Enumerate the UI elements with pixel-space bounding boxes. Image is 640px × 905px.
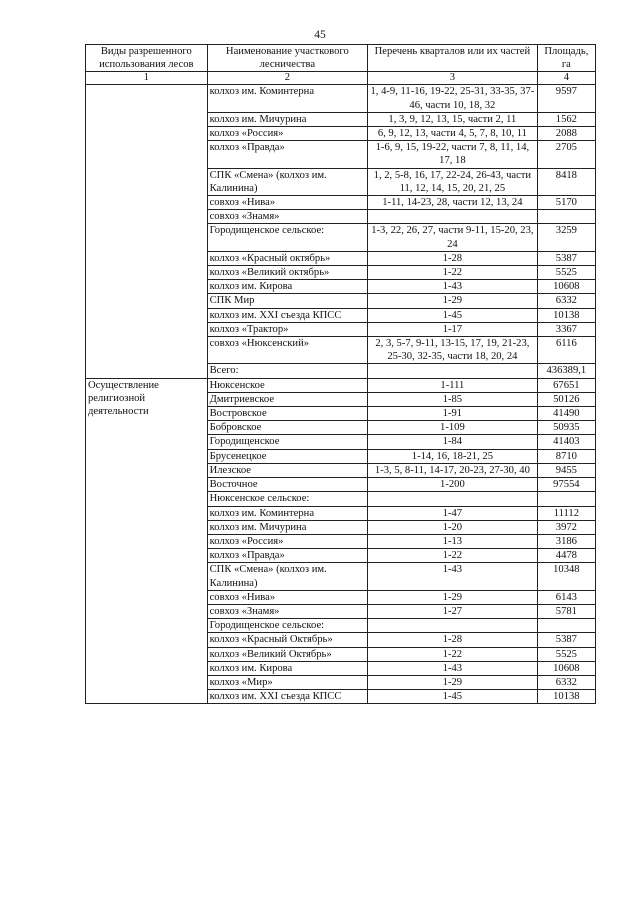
quarters-cell: 1-3, 22, 26, 27, части 9-11, 15-20, 23, 24 (368, 224, 538, 251)
forestry-name-cell: колхоз им. XXI съезда КПСС (207, 690, 367, 704)
forestry-name-cell: совхоз «Нива» (207, 590, 367, 604)
area-cell: 5525 (537, 266, 595, 280)
area-cell: 10608 (537, 661, 595, 675)
quarters-cell: 1-84 (368, 435, 538, 449)
quarters-cell: 1-29 (368, 675, 538, 689)
quarters-cell: 1-28 (368, 251, 538, 265)
forestry-name-cell: СПК Мир (207, 294, 367, 308)
forestry-name-cell: Брусенецкое (207, 449, 367, 463)
quarters-cell: 2, 3, 5-7, 9-11, 13-15, 17, 19, 21-23, 25-30, 32-35, части 18, 20, 24 (368, 337, 538, 364)
area-cell: 5781 (537, 604, 595, 618)
forestry-name-cell: Бобровское (207, 421, 367, 435)
quarters-cell: 1-13 (368, 534, 538, 548)
area-cell: 5170 (537, 196, 595, 210)
table-row (86, 85, 596, 112)
forestry-name-cell: совхоз «Нюксенский» (207, 337, 367, 364)
area-cell: 2088 (537, 127, 595, 141)
page-number: 45 (314, 29, 326, 41)
area-cell: 5525 (537, 647, 595, 661)
quarters-cell: 1-109 (368, 421, 538, 435)
forestry-name-cell: колхоз «Красный октябрь» (207, 251, 367, 265)
quarters-cell: 1-45 (368, 308, 538, 322)
forestry-name-cell: колхоз «Мир» (207, 675, 367, 689)
area-cell: 3186 (537, 534, 595, 548)
area-cell (537, 210, 595, 224)
area-cell: 67651 (537, 378, 595, 392)
forestry-name-cell: Дмитриевское (207, 392, 367, 406)
quarters-cell (368, 492, 538, 506)
quarters-cell: 1-27 (368, 604, 538, 618)
forestry-name-cell: колхоз «Великий октябрь» (207, 266, 367, 280)
forestry-name-cell: Восточное (207, 478, 367, 492)
area-cell: 6332 (537, 294, 595, 308)
forest-use-table (85, 44, 596, 704)
quarters-cell (368, 210, 538, 224)
area-cell: 41403 (537, 435, 595, 449)
area-cell: 2705 (537, 141, 595, 168)
forestry-name-cell: Илезское (207, 463, 367, 477)
quarters-cell: 1-20 (368, 520, 538, 534)
forestry-name-cell: колхоз «Россия» (207, 534, 367, 548)
area-cell: 11112 (537, 506, 595, 520)
forestry-name-cell: совхоз «Знамя» (207, 604, 367, 618)
forestry-name-cell: колхоз им. XXI съезда КПСС (207, 308, 367, 322)
area-cell: 10608 (537, 280, 595, 294)
use-type-cell (86, 85, 208, 378)
quarters-cell (368, 364, 538, 378)
forestry-name-cell: СПК «Смена» (колхоз им. Калинина) (207, 168, 367, 195)
quarters-cell: 1-111 (368, 378, 538, 392)
forestry-name-cell: Всего: (207, 364, 367, 378)
quarters-cell: 1-91 (368, 407, 538, 421)
forestry-name-cell: колхоз «Красный Октябрь» (207, 633, 367, 647)
area-cell: 10138 (537, 690, 595, 704)
quarters-cell: 1-3, 5, 8-11, 14-17, 20-23, 27-30, 40 (368, 463, 538, 477)
quarters-cell: 1-29 (368, 294, 538, 308)
forestry-name-cell: Востровское (207, 407, 367, 421)
quarters-cell: 1-85 (368, 392, 538, 406)
forestry-name-cell: Городищенское сельское: (207, 224, 367, 251)
quarters-cell: 1-200 (368, 478, 538, 492)
area-cell: 10138 (537, 308, 595, 322)
quarters-cell: 1-43 (368, 280, 538, 294)
forestry-name-cell: колхоз им. Коминтерна (207, 85, 367, 112)
header-use-type: Виды разрешенного использования лесов (86, 45, 208, 72)
forestry-name-cell: колхоз «Правда» (207, 141, 367, 168)
forestry-name-cell: СПК «Смена» (колхоз им. Калинина) (207, 563, 367, 590)
area-cell: 50935 (537, 421, 595, 435)
forestry-name-cell: Нюксенское (207, 378, 367, 392)
forestry-name-cell: колхоз им. Мичурина (207, 112, 367, 126)
area-cell: 6116 (537, 337, 595, 364)
header-area: Площадь, га (537, 45, 595, 72)
forestry-name-cell: колхоз «Россия» (207, 127, 367, 141)
forestry-name-cell: Городищенское (207, 435, 367, 449)
quarters-cell: 1-28 (368, 633, 538, 647)
quarters-cell: 1-43 (368, 661, 538, 675)
forestry-name-cell: колхоз «Правда» (207, 549, 367, 563)
area-cell: 41490 (537, 407, 595, 421)
column-number-row (86, 72, 596, 85)
quarters-cell: 1-22 (368, 647, 538, 661)
area-cell: 4478 (537, 549, 595, 563)
quarters-cell (368, 619, 538, 633)
table-row (86, 378, 596, 392)
area-cell: 9597 (537, 85, 595, 112)
quarters-cell: 1-29 (368, 590, 538, 604)
column-number: 2 (207, 72, 367, 85)
area-cell: 6143 (537, 590, 595, 604)
area-cell: 436389,1 (537, 364, 595, 378)
forestry-name-cell: колхоз «Великий Октябрь» (207, 647, 367, 661)
column-number: 3 (368, 72, 538, 85)
forestry-name-cell: колхоз им. Мичурина (207, 520, 367, 534)
quarters-cell: 1, 2, 5-8, 16, 17, 22-24, 26-43, части 11, 12, 14, 15, 20, 21, 25 (368, 168, 538, 195)
quarters-cell: 1-22 (368, 549, 538, 563)
forestry-name-cell: колхоз им. Кирова (207, 661, 367, 675)
forestry-name-cell: Городищенское сельское: (207, 619, 367, 633)
area-cell: 10348 (537, 563, 595, 590)
quarters-cell: 1-11, 14-23, 28, части 12, 13, 24 (368, 196, 538, 210)
forestry-name-cell: колхоз им. Кирова (207, 280, 367, 294)
quarters-cell: 1-43 (368, 563, 538, 590)
area-cell: 8710 (537, 449, 595, 463)
area-cell (537, 492, 595, 506)
quarters-cell: 1-14, 16, 18-21, 25 (368, 449, 538, 463)
area-cell: 1562 (537, 112, 595, 126)
area-cell: 8418 (537, 168, 595, 195)
quarters-cell: 1, 4-9, 11-16, 19-22, 25-31, 33-35, 37-46, части 10, 18, 32 (368, 85, 538, 112)
header-quarters: Перечень кварталов или их частей (368, 45, 538, 72)
forestry-name-cell: совхоз «Нива» (207, 196, 367, 210)
quarters-cell: 1, 3, 9, 12, 13, 15, части 2, 11 (368, 112, 538, 126)
area-cell: 3259 (537, 224, 595, 251)
quarters-cell: 1-17 (368, 322, 538, 336)
header-forestry-name: Наименование участкового лесничества (207, 45, 367, 72)
column-number: 4 (537, 72, 595, 85)
area-cell (537, 619, 595, 633)
quarters-cell: 1-22 (368, 266, 538, 280)
forestry-name-cell: колхоз им. Коминтерна (207, 506, 367, 520)
area-cell: 5387 (537, 251, 595, 265)
quarters-cell: 1-47 (368, 506, 538, 520)
area-cell: 3972 (537, 520, 595, 534)
forestry-name-cell: колхоз «Трактор» (207, 322, 367, 336)
table-header-row (86, 45, 596, 72)
area-cell: 6332 (537, 675, 595, 689)
forestry-name-cell: Нюксенское сельское: (207, 492, 367, 506)
area-cell: 97554 (537, 478, 595, 492)
area-cell: 9455 (537, 463, 595, 477)
quarters-cell: 1-45 (368, 690, 538, 704)
area-cell: 50126 (537, 392, 595, 406)
use-type-cell: Осуществление религиозной деятельности (86, 378, 208, 704)
forestry-name-cell: совхоз «Знамя» (207, 210, 367, 224)
area-cell: 3367 (537, 322, 595, 336)
area-cell: 5387 (537, 633, 595, 647)
column-number: 1 (86, 72, 208, 85)
quarters-cell: 1-6, 9, 15, 19-22, части 7, 8, 11, 14, 17, 18 (368, 141, 538, 168)
quarters-cell: 6, 9, 12, 13, части 4, 5, 7, 8, 10, 11 (368, 127, 538, 141)
